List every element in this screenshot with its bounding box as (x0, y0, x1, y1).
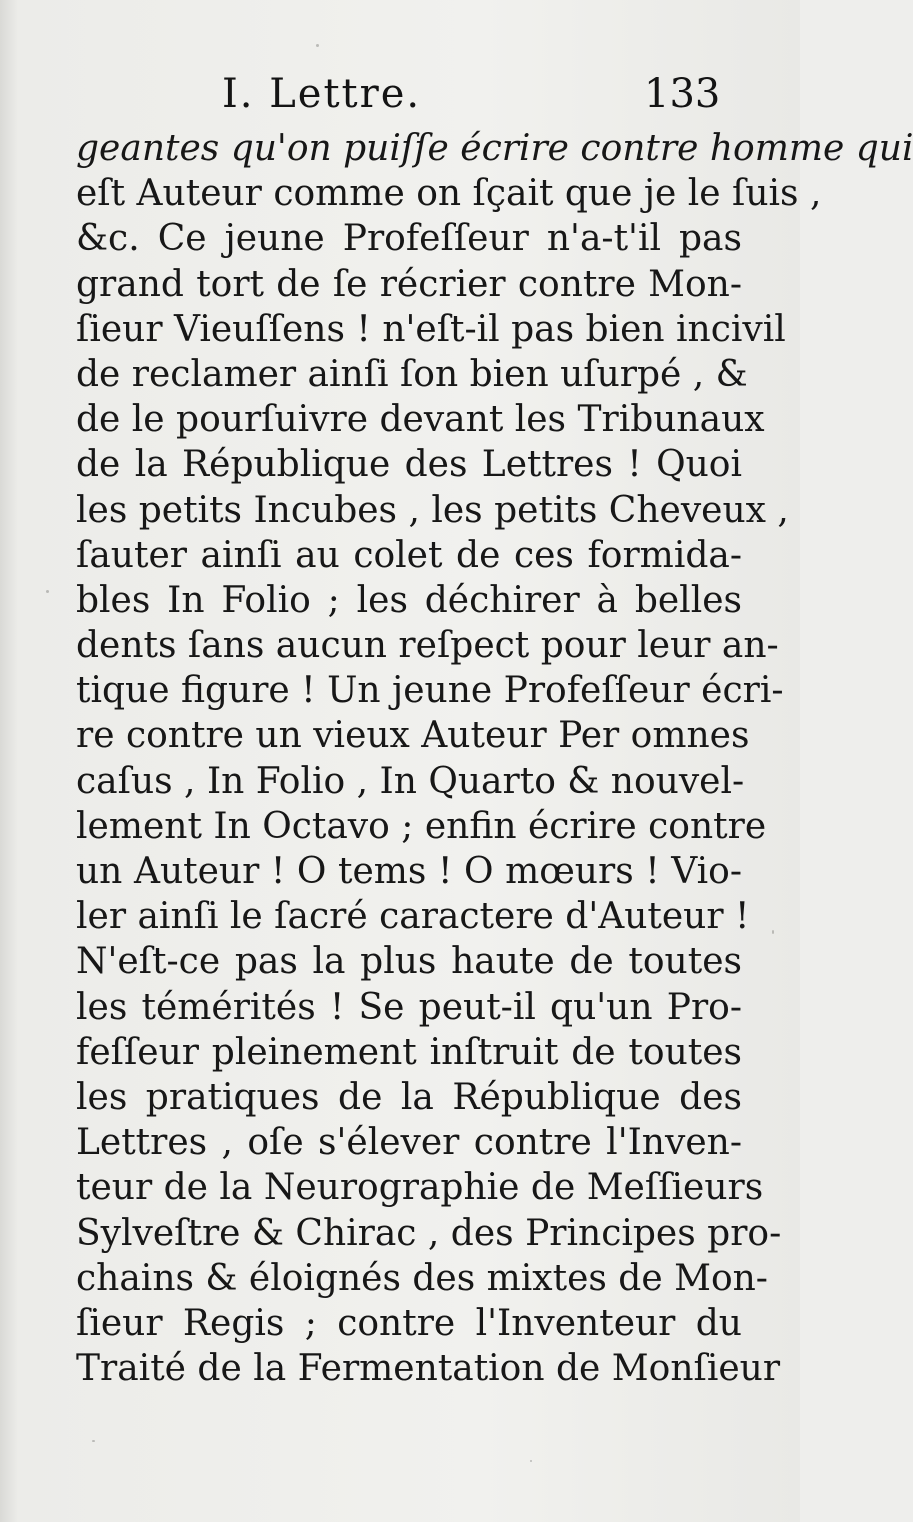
text-line-17: un Auteur ! O tems ! O mœurs ! Vio- (76, 851, 742, 892)
text-line-7: de le pourſuivre devant les Tribunaux (76, 399, 765, 441)
text-line-14: re contre un vieux Auteur Per omnes (76, 715, 750, 757)
paper-speck (46, 590, 49, 593)
text-line-24: teur de la Neurographie de Meſſieurs (76, 1167, 764, 1209)
text-line-4: grand tort de ſe récrier contre Mon- (76, 263, 742, 305)
text-line-15: caſus , In Folio , In Quarto & nouvel- (76, 760, 745, 802)
text-line-10: ſauter ainſi au colet de ces formida- (76, 534, 742, 576)
text-line-20: les témérités ! Se peut-il qu'un Pro- (76, 986, 742, 1028)
text-line-5: ſieur Vieuſſens ! n'eſt-il pas bien incivil (76, 308, 786, 350)
paper-speck (530, 1460, 532, 1462)
text-line-22: les pratiques de la République des (76, 1076, 742, 1118)
text-line-16: lement In Octavo ; enfin écrire contre (76, 805, 767, 847)
text-line-8: de la République des Lettres ! Quoi (76, 444, 742, 486)
text-line-9: les petits Incubes , les petits Cheveux , (76, 489, 789, 531)
text-line-11: bles In Folio ; les déchirer à belles (76, 579, 742, 621)
text-line-21: feſſeur pleinement inſtruit de toutes (76, 1031, 742, 1073)
text-line-2: eſt Auteur comme on ſçait que je le ſuis , (76, 173, 822, 215)
text-line-28: Traité de la Fermentation de Monſieur (76, 1348, 781, 1390)
text-line-13: tique figure ! Un jeune Profeſſeur écri- (76, 670, 784, 712)
text-line-18: ler ainſi le ſacré caractere d'Auteur ! (76, 896, 750, 938)
paper-speck (92, 1440, 95, 1442)
paper-speck (772, 930, 774, 934)
text-line-1: geantes qu'on puiſſe écrire contre homme qui (76, 128, 913, 169)
text-line-27: ſieur Regis ; contre l'Inventeur du (76, 1302, 742, 1344)
text-line-12: dents ſans aucun reſpect pour leur an- (76, 625, 779, 667)
text-line-25: Sylveſtre & Chirac , des Principes pro- (76, 1212, 782, 1254)
paper-speck (316, 44, 319, 47)
body-text (76, 126, 913, 1391)
running-head (0, 66, 800, 126)
text-line-6: de reclamer ainſi ſon bien uſurpé , & (76, 353, 748, 395)
text-line-23: Lettres , oſe s'élever contre l'Inven- (76, 1122, 742, 1164)
page-number: 133 (644, 71, 721, 117)
running-head-title: I. Lettre. (222, 71, 422, 117)
text-line-26: chains & éloignés des mixtes de Mon- (76, 1257, 768, 1299)
text-line-3: &c. Ce jeune Profeſſeur n'a-t'il pas (76, 218, 742, 260)
text-line-19: N'eſt-ce pas la plus haute de toutes (76, 941, 742, 983)
